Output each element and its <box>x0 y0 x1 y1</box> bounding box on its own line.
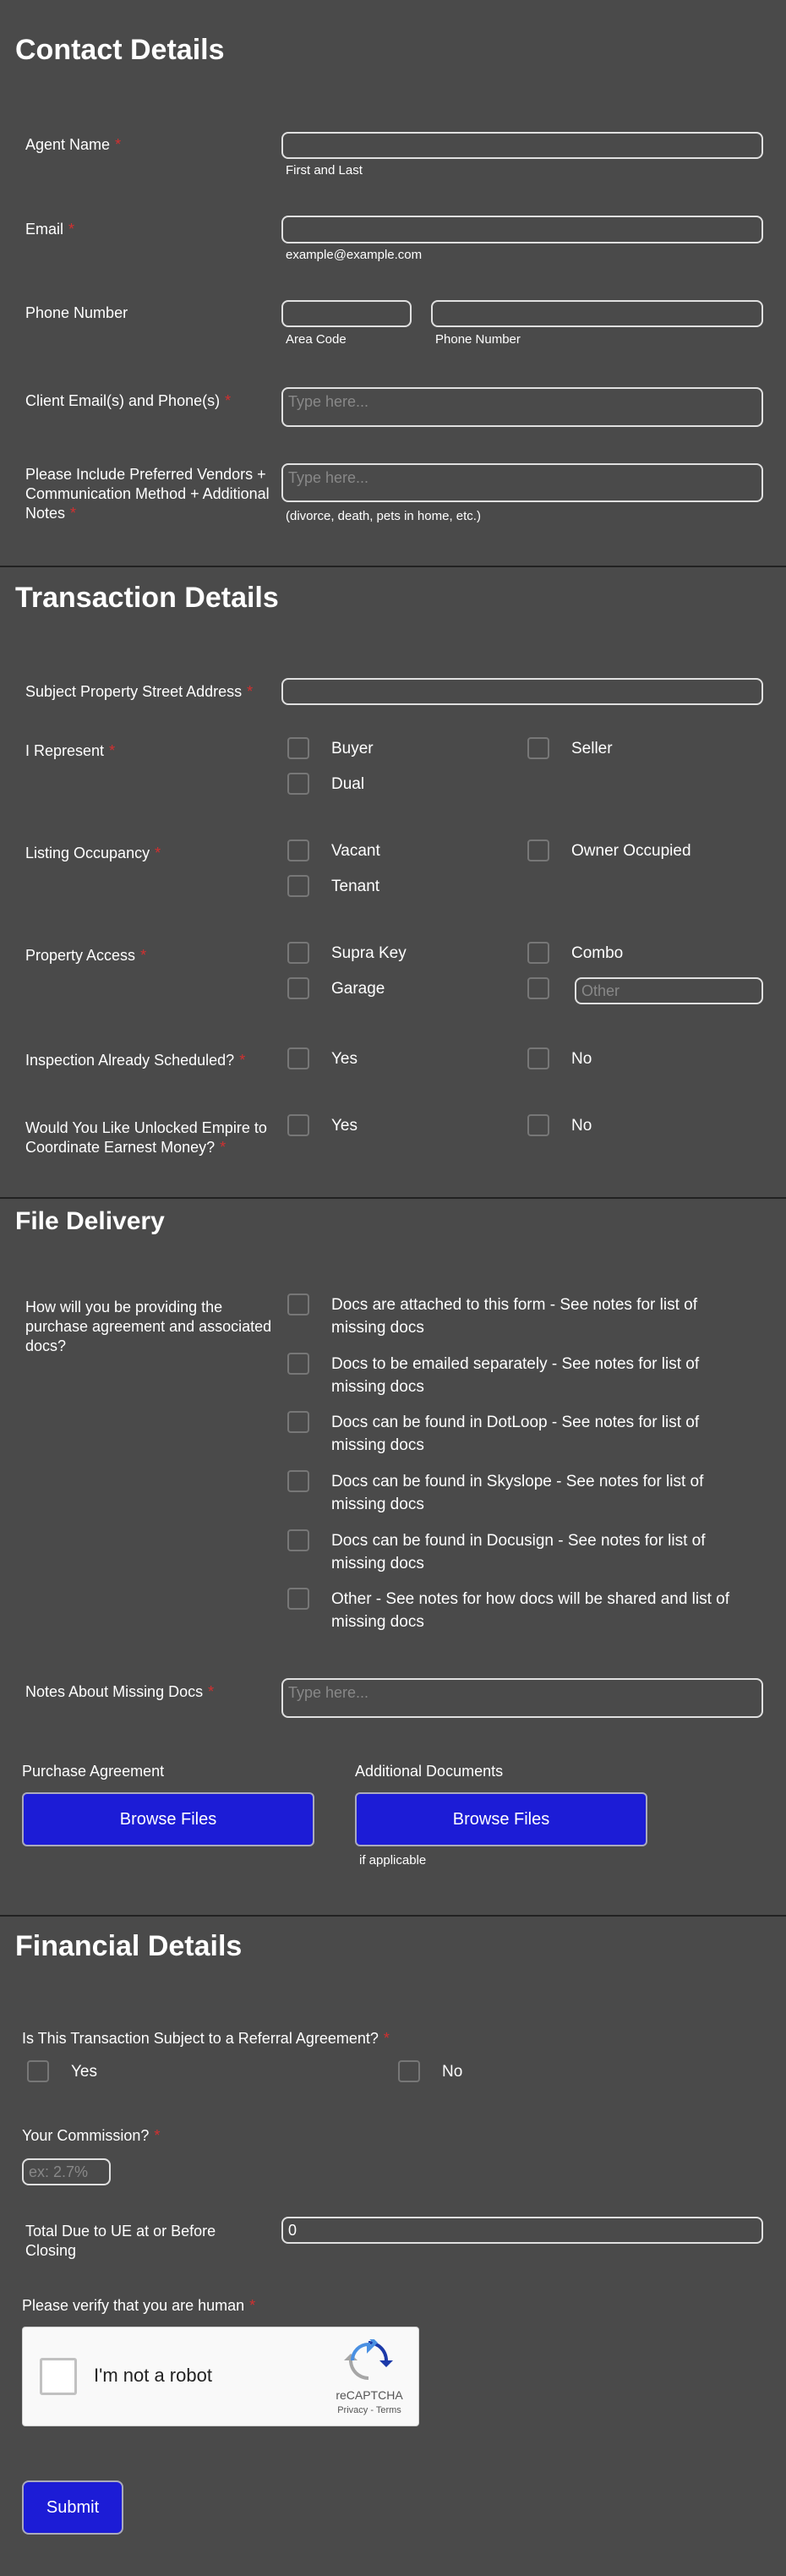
access-option-garage[interactable]: Garage <box>287 977 385 1000</box>
checkbox[interactable] <box>287 773 309 795</box>
commission-label: Your Commission? * <box>22 2127 161 2144</box>
earnest-option-no[interactable]: No <box>527 1114 592 1137</box>
checkbox[interactable] <box>527 1047 549 1069</box>
checkbox[interactable] <box>287 1293 309 1315</box>
recaptcha-links[interactable]: Privacy - Terms <box>337 2405 401 2415</box>
checkbox[interactable] <box>287 1470 309 1492</box>
purchase-agreement-browse-button[interactable]: Browse Files <box>22 1792 314 1846</box>
submit-button[interactable]: Submit <box>22 2480 123 2535</box>
occupancy-label: Listing Occupancy * <box>25 845 161 861</box>
access-option-supra-key[interactable]: Supra Key <box>287 942 407 965</box>
area-code-input[interactable] <box>281 300 412 327</box>
missing-docs-textarea[interactable] <box>281 1678 763 1718</box>
represent-option-buyer[interactable]: Buyer <box>287 737 374 760</box>
required-mark: * <box>109 742 116 759</box>
recaptcha-checkbox[interactable] <box>40 2358 77 2395</box>
required-mark: * <box>154 2127 161 2144</box>
purchase-agreement-label: Purchase Agreement <box>22 1763 165 1780</box>
docs-option-docusign[interactable]: Docs can be found in Docusign - See notes for list of missing docs <box>287 1529 737 1575</box>
required-mark: * <box>208 1683 215 1700</box>
checkbox[interactable] <box>398 2060 420 2082</box>
recaptcha-brand: reCAPTCHA <box>336 2388 403 2402</box>
checkbox[interactable] <box>287 1114 309 1136</box>
checkbox[interactable] <box>287 875 309 897</box>
required-mark: * <box>383 2030 390 2047</box>
missing-docs-label: Notes About Missing Docs * <box>25 1683 215 1700</box>
checkbox[interactable] <box>287 977 309 999</box>
docs-option-emailed[interactable]: Docs to be emailed separately - See notes for list of missing docs <box>287 1353 737 1398</box>
access-option-combo[interactable]: Combo <box>527 942 623 965</box>
checkbox[interactable] <box>527 737 549 759</box>
earnest-money-label: Would You Like Unlocked Empire to Coordinate Earnest Money? * <box>25 1119 267 1156</box>
inspection-option-yes[interactable]: Yes <box>287 1047 358 1070</box>
property-access-label: Property Access * <box>25 947 147 964</box>
required-mark: * <box>247 683 254 700</box>
financial-details-title: Financial Details <box>15 1930 243 1962</box>
checkbox[interactable] <box>287 1353 309 1375</box>
docs-option-other[interactable]: Other - See notes for how docs will be shared and list of missing docs <box>287 1588 737 1633</box>
represent-label: I Represent * <box>25 742 116 759</box>
phone-number-label: Phone Number <box>25 304 128 321</box>
client-contacts-textarea[interactable] <box>281 387 763 427</box>
checkbox[interactable] <box>527 840 549 861</box>
checkbox[interactable] <box>287 1411 309 1433</box>
email-sublabel: example@example.com <box>286 248 423 262</box>
referral-label: Is This Transaction Subject to a Referral Agreement? * <box>22 2030 390 2047</box>
recaptcha-logo-icon <box>342 2339 395 2382</box>
docs-option-dotloop[interactable]: Docs can be found in DotLoop - See notes for list of missing docs <box>287 1411 737 1457</box>
agent-name-label: Agent Name * <box>25 136 122 153</box>
area-code-sublabel: Area Code <box>286 332 347 347</box>
required-mark: * <box>220 1139 227 1156</box>
commission-input[interactable] <box>22 2158 111 2185</box>
docs-option-skyslope[interactable]: Docs can be found in Skyslope - See notes for list of missing docs <box>287 1470 737 1516</box>
email-label: Email * <box>25 221 75 238</box>
inspection-option-no[interactable]: No <box>527 1047 592 1070</box>
represent-option-dual[interactable]: Dual <box>287 773 364 796</box>
contact-details-title: Contact Details <box>15 34 225 66</box>
total-due-label: Total Due to UE at or Before Closing <box>25 2223 216 2259</box>
agent-name-sublabel: First and Last <box>286 163 363 178</box>
checkbox[interactable] <box>527 977 549 999</box>
required-mark: * <box>225 392 232 409</box>
checkbox[interactable] <box>287 1047 309 1069</box>
checkbox[interactable] <box>527 942 549 964</box>
total-due-input[interactable] <box>281 2217 763 2244</box>
address-label: Subject Property Street Address * <box>25 683 254 700</box>
recaptcha-widget <box>22 2327 419 2426</box>
checkbox[interactable] <box>287 737 309 759</box>
vendors-label: Please Include Preferred Vendors + Communication Method + Additional Notes * <box>25 466 270 522</box>
required-mark: * <box>249 2297 256 2314</box>
section-divider <box>0 1915 786 1917</box>
represent-option-seller[interactable]: Seller <box>527 737 613 760</box>
additional-documents-sublabel: if applicable <box>359 1853 427 1868</box>
checkbox[interactable] <box>287 1529 309 1551</box>
checkbox[interactable] <box>287 1588 309 1610</box>
phone-number-sublabel: Phone Number <box>435 332 521 347</box>
checkbox[interactable] <box>287 840 309 861</box>
occupancy-option-owner-occupied[interactable]: Owner Occupied <box>527 840 691 862</box>
docs-delivery-label: How will you be providing the purchase agreement and associated docs? <box>25 1299 272 1354</box>
transaction-details-title: Transaction Details <box>15 582 279 614</box>
docs-option-attached[interactable]: Docs are attached to this form - See notes for list of missing docs <box>287 1293 737 1339</box>
section-divider <box>0 566 786 567</box>
recaptcha-text: I'm not a robot <box>94 2365 212 2386</box>
section-divider <box>0 1197 786 1199</box>
occupancy-option-tenant[interactable]: Tenant <box>287 875 379 898</box>
referral-option-no[interactable]: No <box>398 2060 462 2083</box>
additional-documents-browse-button[interactable]: Browse Files <box>355 1792 647 1846</box>
vendors-notes-textarea[interactable] <box>281 463 763 502</box>
checkbox[interactable] <box>27 2060 49 2082</box>
vendors-sublabel: (divorce, death, pets in home, etc.) <box>286 509 481 523</box>
client-contacts-label: Client Email(s) and Phone(s) * <box>25 392 232 409</box>
additional-documents-label: Additional Documents <box>355 1763 504 1780</box>
verify-human-label: Please verify that you are human * <box>22 2297 256 2314</box>
occupancy-option-vacant[interactable]: Vacant <box>287 840 380 862</box>
checkbox[interactable] <box>527 1114 549 1136</box>
referral-option-yes[interactable]: Yes <box>27 2060 97 2083</box>
required-mark: * <box>239 1052 246 1069</box>
access-other-input[interactable] <box>575 977 763 1004</box>
earnest-option-yes[interactable]: Yes <box>287 1114 358 1137</box>
file-delivery-title: File Delivery <box>15 1207 165 1235</box>
checkbox[interactable] <box>287 942 309 964</box>
property-address-input[interactable] <box>281 678 763 705</box>
email-input[interactable] <box>281 216 763 243</box>
phone-number-input[interactable] <box>431 300 763 327</box>
required-mark: * <box>115 136 122 153</box>
required-mark: * <box>70 505 77 522</box>
agent-name-input[interactable] <box>281 132 763 159</box>
required-mark: * <box>68 221 75 238</box>
required-mark: * <box>155 845 161 861</box>
access-option-other[interactable] <box>527 977 549 999</box>
inspection-label: Inspection Already Scheduled? * <box>25 1052 246 1069</box>
required-mark: * <box>140 947 147 964</box>
